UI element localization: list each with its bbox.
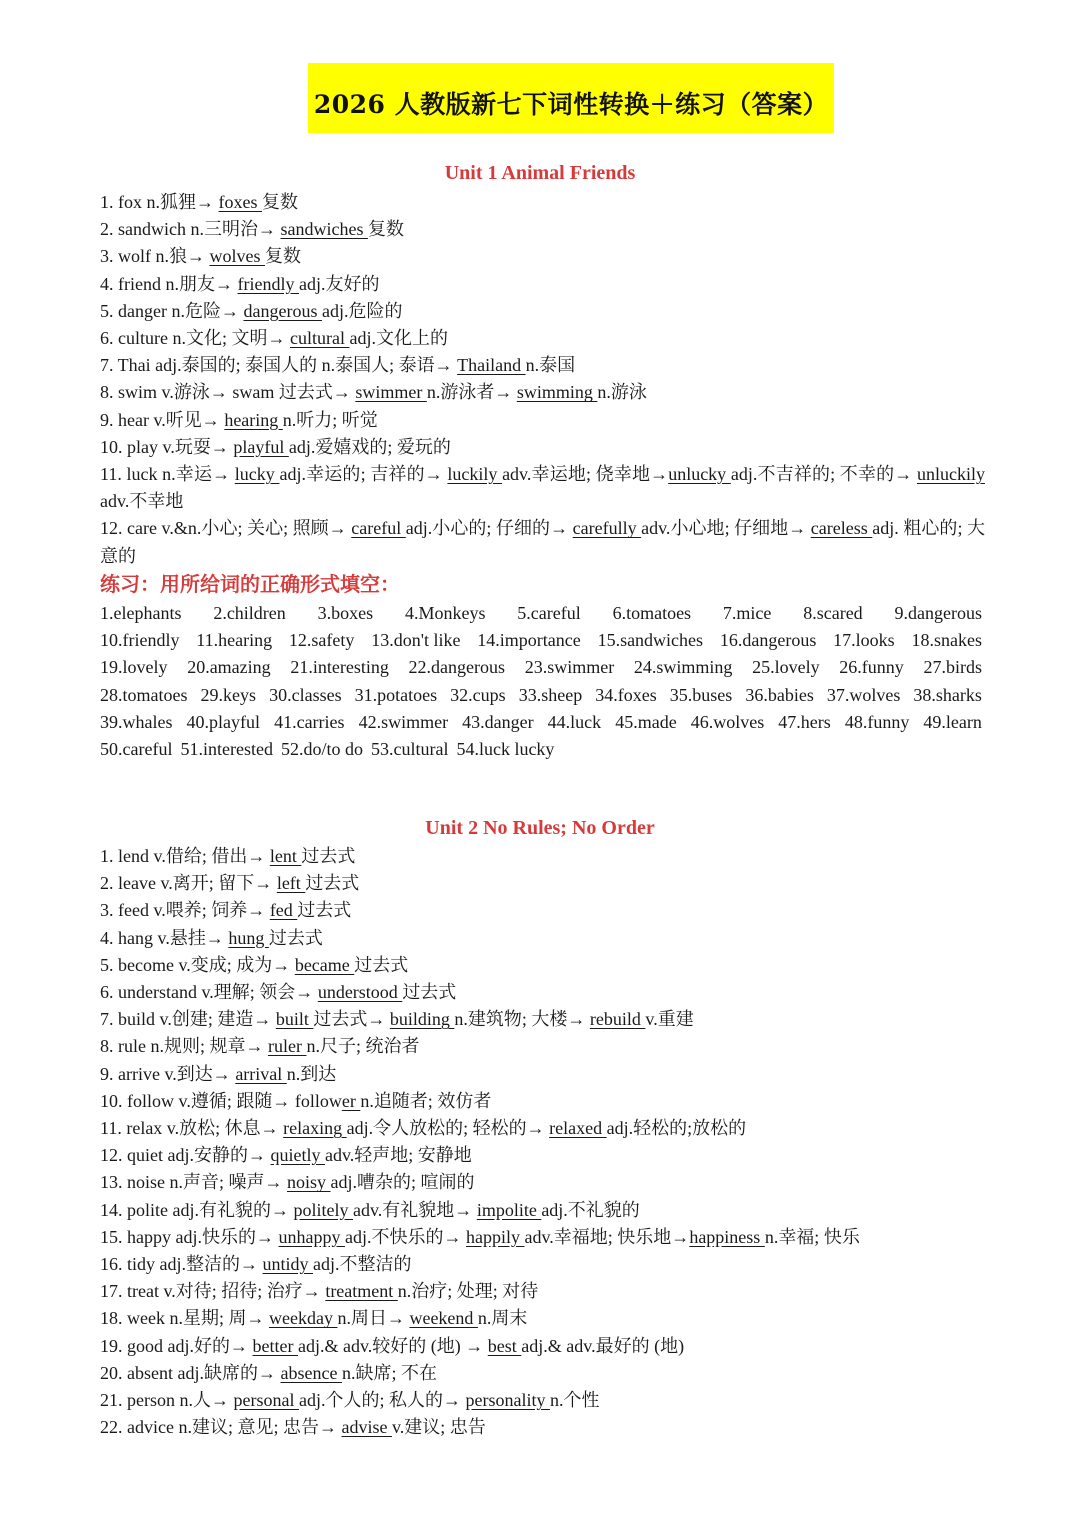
answer-word: cultural: [289, 328, 350, 349]
answer-line: [100, 654, 982, 681]
answer-entry: 38.sharks: [913, 684, 982, 705]
answer-entry: 50.careful: [100, 739, 173, 760]
unit2-item: [100, 1006, 985, 1033]
answer-entry: 4.Monkeys: [404, 603, 486, 623]
answer-word: better: [252, 1335, 298, 1356]
item-text: adv.轻声地; 安静地: [324, 1145, 472, 1166]
item-text: 1. lend v.借给; 借出→: [100, 846, 270, 866]
item-text: 复数: [367, 219, 404, 240]
answer-entry: 24.swimming: [633, 657, 733, 678]
item-text: 3. feed v.喂养; 饲养→: [100, 900, 270, 921]
answer-word: fed: [269, 900, 298, 921]
item-text: 5. danger n.危险→: [100, 300, 244, 321]
answer-word: careful: [351, 518, 406, 539]
item-text: adj.文化上的: [349, 328, 448, 349]
item-text: n.周日→: [337, 1308, 410, 1329]
answer-entry: 10.friendly: [100, 630, 180, 651]
answer-word: unhappy: [278, 1226, 345, 1247]
item-text: 11. luck n.幸运→: [100, 464, 235, 485]
item-text: adj.幸运的; 吉祥的→: [279, 464, 448, 485]
answer-entry: 54.luck lucky: [456, 739, 555, 760]
answer-word: impolite: [476, 1199, 542, 1220]
answer-entry: 48.funny: [844, 711, 910, 732]
answer-entry: 27.birds: [923, 657, 982, 678]
unit2-item: [100, 979, 985, 1006]
unit2-heading: Unit 2 No Rules; No Order: [425, 817, 655, 839]
answer-entry: 31.potatoes: [354, 684, 438, 705]
unit1-item: [100, 515, 985, 569]
item-text: 2. leave v.离开; 留下→: [100, 873, 277, 894]
unit1-item: [100, 216, 985, 243]
answer-entry: 51.interested: [180, 739, 273, 760]
unit1-item: [100, 243, 985, 270]
answer-word: carefully: [572, 518, 642, 539]
answer-word: became: [294, 954, 355, 975]
item-text: adv.幸运地; 侥幸地→: [502, 464, 669, 485]
unit2-item: [100, 925, 985, 952]
item-text: 22. advice n.建议; 意见; 忠告→: [100, 1417, 342, 1438]
answer-entry: 33.sheep: [518, 684, 583, 705]
answer-entry: 23.swimmer: [524, 657, 615, 678]
answer-entry: 12.safety: [288, 630, 355, 651]
unit2-item: [100, 1169, 985, 1196]
item-text: n.建筑物; 大楼→: [454, 1009, 590, 1030]
answer-word: quietly: [270, 1145, 325, 1166]
answer-entry: 16.dangerous: [719, 630, 817, 651]
unit1-item: [100, 325, 985, 352]
answer-line: [100, 627, 982, 654]
item-text: 20. absent adj.缺席的→: [100, 1362, 281, 1383]
item-text: 17. treat v.对待; 招待; 治疗→: [100, 1281, 326, 1302]
unit1-word-list: [100, 189, 985, 570]
answer-word: happily: [465, 1226, 525, 1247]
item-text: adv.不幸地: [100, 491, 184, 512]
item-text: n.治疗; 处理; 对待: [397, 1281, 539, 1302]
item-text: 18. week n.星期; 周→: [100, 1308, 269, 1329]
item-text: 复数: [265, 246, 301, 267]
answer-entry: 7.mice: [722, 603, 772, 623]
item-text: 过去式: [402, 982, 457, 1003]
answer-entry: 21.interesting: [290, 657, 389, 678]
item-text: 4. friend n.朋友→: [100, 273, 238, 294]
item-text: 1. fox n.狐狸→: [100, 192, 219, 212]
answer-entry: 20.amazing: [187, 657, 271, 678]
unit2-item: [100, 1251, 985, 1278]
item-text: 过去式: [297, 900, 352, 921]
answer-word: playful: [233, 436, 289, 457]
item-text: 2. sandwich n.三明治→: [100, 219, 281, 240]
answer-entry: 18.snakes: [911, 630, 982, 651]
item-text: adj.个人的; 私人的→: [298, 1390, 466, 1411]
item-text: 过去式: [354, 954, 409, 975]
answer-line: [100, 736, 982, 763]
item-text: adv.幸福地; 快乐地→: [524, 1226, 690, 1247]
item-text: adv.有礼貌地→: [352, 1199, 477, 1220]
answer-word: treatment: [325, 1281, 398, 1302]
answer-entry: 32.cups: [450, 684, 506, 705]
unit1-item: [100, 407, 985, 434]
item-text: 8. swim v.游泳→ swam 过去式→: [100, 382, 356, 403]
answer-line: [100, 600, 982, 627]
item-text: adj. 粗心的; 大意的: [100, 518, 985, 566]
item-text: adj.不整洁的: [313, 1254, 412, 1275]
item-text: adj.& adv.最好的 (地): [521, 1335, 685, 1356]
answer-entry: 11.hearing: [196, 630, 273, 651]
answer-entry: 35.buses: [669, 684, 733, 705]
item-text: 10. play v.玩耍→: [100, 436, 234, 457]
answer-entry: 42.swimmer: [358, 711, 449, 732]
answer-word: politely: [293, 1199, 353, 1220]
answer-entry: 6.tomatoes: [612, 603, 692, 623]
answer-word: unlucky: [668, 464, 731, 485]
answer-word: relaxing: [283, 1118, 347, 1139]
item-text: v.重建: [645, 1009, 694, 1030]
answer-entry: 44.luck: [547, 711, 602, 732]
answer-word: unluckily: [916, 464, 985, 485]
unit2-item: [100, 1088, 985, 1115]
page-title: 2026 人教版新七下词性转换＋练习（答案）: [313, 90, 829, 119]
item-text: adj.爱嬉戏的; 爱玩的: [288, 436, 451, 457]
answer-entry: 40.playful: [186, 711, 261, 732]
unit1-item: [100, 461, 985, 515]
item-text: 7. Thai adj.泰国的; 泰国人的 n.泰国人; 泰语→: [100, 355, 458, 376]
answer-entry: 9.dangerous: [894, 603, 982, 623]
answer-word: luckily: [447, 464, 503, 485]
unit2-item: [100, 1278, 985, 1305]
answer-entry: 30.classes: [269, 684, 342, 705]
answer-word: building: [389, 1009, 455, 1030]
unit2-item: [100, 1061, 985, 1088]
item-text: 16. tidy adj.整洁的→: [100, 1254, 263, 1275]
answer-entry: 3.boxes: [317, 603, 374, 623]
answer-entry: 45.made: [615, 711, 677, 732]
item-text: 12. quiet adj.安静的→: [100, 1145, 271, 1166]
item-text: 5. become v.变成; 成为→: [100, 954, 295, 975]
unit1-heading: Unit 1 Animal Friends: [444, 162, 636, 184]
unit2-item: [100, 1387, 985, 1414]
answer-entry: 15.sandwiches: [597, 630, 704, 651]
answer-word: arrival: [235, 1063, 287, 1084]
answer-entry: 1.elephants: [100, 603, 182, 623]
item-text: adj.令人放松的; 轻松的→: [346, 1118, 550, 1139]
answer-word: wolves: [209, 246, 265, 267]
unit2-item: [100, 870, 985, 897]
answer-entry: 26.funny: [839, 657, 904, 678]
answer-word: swimming: [516, 382, 598, 403]
unit2-item: [100, 1305, 985, 1332]
item-text: adj.友好的: [298, 273, 380, 294]
item-text: n.听力; 听觉: [282, 409, 378, 430]
answer-line: [100, 709, 982, 736]
answer-word: foxes: [218, 192, 262, 212]
answer-entry: 2.children: [213, 603, 286, 623]
item-text: adv.小心地; 仔细地→: [641, 518, 811, 539]
answer-entry: 53.cultural: [370, 739, 449, 760]
item-text: 9. hear v.听见→: [100, 409, 225, 430]
answer-entry: 14.importance: [477, 630, 581, 651]
answer-word: sandwiches: [280, 219, 368, 240]
item-text: n.追随者; 效仿者: [360, 1090, 492, 1111]
item-text: 6. understand v.理解; 领会→: [100, 982, 318, 1003]
unit2-item: [100, 1333, 985, 1360]
unit2-item: [100, 1033, 985, 1060]
unit1-item: [100, 352, 985, 379]
answer-entry: 37.wolves: [826, 684, 901, 705]
answer-word: advise: [341, 1417, 392, 1438]
item-text: n.幸福; 快乐: [764, 1226, 860, 1247]
answer-word: untidy: [262, 1254, 314, 1275]
item-text: 4. hang v.悬挂→: [100, 927, 229, 948]
item-text: adj.危险的: [321, 300, 403, 321]
item-text: 过去式: [301, 846, 356, 866]
answer-word: noisy: [287, 1172, 331, 1193]
answer-word: weekday: [268, 1308, 338, 1329]
answer-entry: 25.lovely: [752, 657, 820, 678]
answer-entry: 36.babies: [745, 684, 814, 705]
unit1-item: [100, 434, 985, 461]
title-highlight: [308, 63, 834, 133]
unit2-item: [100, 897, 985, 924]
answer-word: hearing: [224, 409, 283, 430]
answer-entry: 43.danger: [462, 711, 534, 732]
practice-heading: 练习：用所给词的正确形式填空：: [100, 572, 400, 596]
answer-entry: 52.do/to do: [280, 739, 363, 760]
answer-entry: 5.careful: [517, 603, 581, 623]
unit2-item: [100, 1414, 985, 1441]
answer-entry: 41.carries: [274, 711, 345, 732]
item-text: n.尺子; 统治者: [306, 1036, 420, 1057]
answer-word: built: [275, 1009, 314, 1030]
item-text: 11. relax v.放松; 休息→: [100, 1118, 284, 1139]
answer-entry: 19.lovely: [100, 657, 168, 678]
item-text: adj.小心的; 仔细的→: [405, 518, 573, 539]
answer-word: friendly: [237, 273, 299, 294]
answer-entry: 39.whales: [100, 711, 173, 732]
unit1-item: [100, 189, 985, 216]
unit1-item: [100, 271, 985, 298]
item-text: adj.不礼貌的: [541, 1199, 640, 1220]
item-text: adj.嘈杂的; 喧闹的: [330, 1172, 475, 1193]
item-text: n.个性: [549, 1390, 600, 1411]
unit2-item: [100, 1360, 985, 1387]
unit2-item: [100, 1115, 985, 1142]
item-text: adj.不快乐的→: [344, 1226, 466, 1247]
answer-word: careless: [810, 518, 873, 539]
answer-entry: 17.looks: [833, 630, 895, 651]
answer-word: lent: [269, 846, 302, 866]
answer-word: understood: [317, 982, 403, 1003]
item-text: 过去式: [305, 873, 360, 894]
item-text: n.泰国: [525, 355, 576, 376]
answer-entry: 8.scared: [803, 603, 863, 623]
unit2-item: [100, 1142, 985, 1169]
answer-entry: 34.foxes: [595, 684, 657, 705]
item-text: n.缺席; 不在: [341, 1362, 437, 1383]
answer-entry: 46.wolves: [690, 711, 765, 732]
answer-word: er: [341, 1090, 361, 1111]
unit2-word-list: [100, 843, 985, 1441]
practice-answers: [100, 600, 982, 763]
item-text: 6. culture n.文化; 文明→: [100, 328, 290, 349]
unit2-item: [100, 1197, 985, 1224]
answer-line: [100, 682, 982, 709]
item-text: 10. follow v.遵循; 跟随→ follow: [100, 1090, 342, 1111]
answer-entry: 13.don't like: [371, 630, 461, 651]
answer-word: personality: [465, 1390, 550, 1411]
answer-entry: 22.dangerous: [408, 657, 506, 678]
answer-word: Thailand: [457, 355, 526, 376]
item-text: 7. build v.创建; 建造→: [100, 1009, 276, 1030]
answer-entry: 28.tomatoes: [100, 684, 188, 705]
item-text: 12. care v.&n.小心; 关心; 照顾→: [100, 518, 352, 539]
item-text: 15. happy adj.快乐的→: [100, 1226, 279, 1247]
item-text: 21. person n.人→: [100, 1390, 234, 1411]
item-text: adj.& adv.较好的 (地) →: [297, 1335, 488, 1356]
answer-word: weekend: [409, 1308, 478, 1329]
answer-entry: 47.hers: [778, 711, 831, 732]
item-text: n.周末: [477, 1308, 528, 1329]
answer-word: lucky: [234, 464, 280, 485]
answer-entry: 29.keys: [200, 684, 257, 705]
unit1-item: [100, 379, 985, 406]
item-text: 复数: [262, 192, 298, 212]
answer-word: hung: [228, 927, 269, 948]
answer-word: personal: [233, 1390, 299, 1411]
unit2-item: [100, 1224, 985, 1251]
item-text: 13. noise n.声音; 噪声→: [100, 1172, 287, 1193]
answer-word: absence: [280, 1362, 342, 1383]
answer-word: rebuild: [589, 1009, 646, 1030]
answer-word: left: [276, 873, 306, 894]
answer-word: happiness: [689, 1226, 765, 1247]
answer-word: best: [487, 1335, 522, 1356]
item-text: v.建议; 忠告: [391, 1417, 486, 1438]
item-text: 3. wolf n.狼→: [100, 246, 210, 267]
item-text: adj.不吉祥的; 不幸的→: [730, 464, 917, 485]
answer-word: ruler: [268, 1036, 307, 1057]
item-text: n.游泳者→: [426, 382, 517, 403]
item-text: n.到达: [286, 1063, 337, 1084]
answer-entry: 49.learn: [923, 711, 982, 732]
item-text: n.游泳: [597, 382, 647, 403]
answer-word: relaxed: [549, 1118, 607, 1139]
answer-word: swimmer: [355, 382, 427, 403]
item-text: 过去式: [268, 927, 323, 948]
unit2-item: [100, 952, 985, 979]
item-text: adj.轻松的;放松的: [606, 1118, 747, 1139]
item-text: 9. arrive v.到达→: [100, 1063, 236, 1084]
unit2-item: [100, 843, 985, 870]
item-text: 过去式→: [313, 1009, 390, 1030]
item-text: 19. good adj.好的→: [100, 1335, 253, 1356]
item-text: 14. polite adj.有礼貌的→: [100, 1199, 294, 1220]
answer-word: dangerous: [243, 300, 322, 321]
unit1-item: [100, 298, 985, 325]
item-text: 8. rule n.规则; 规章→: [100, 1036, 268, 1057]
